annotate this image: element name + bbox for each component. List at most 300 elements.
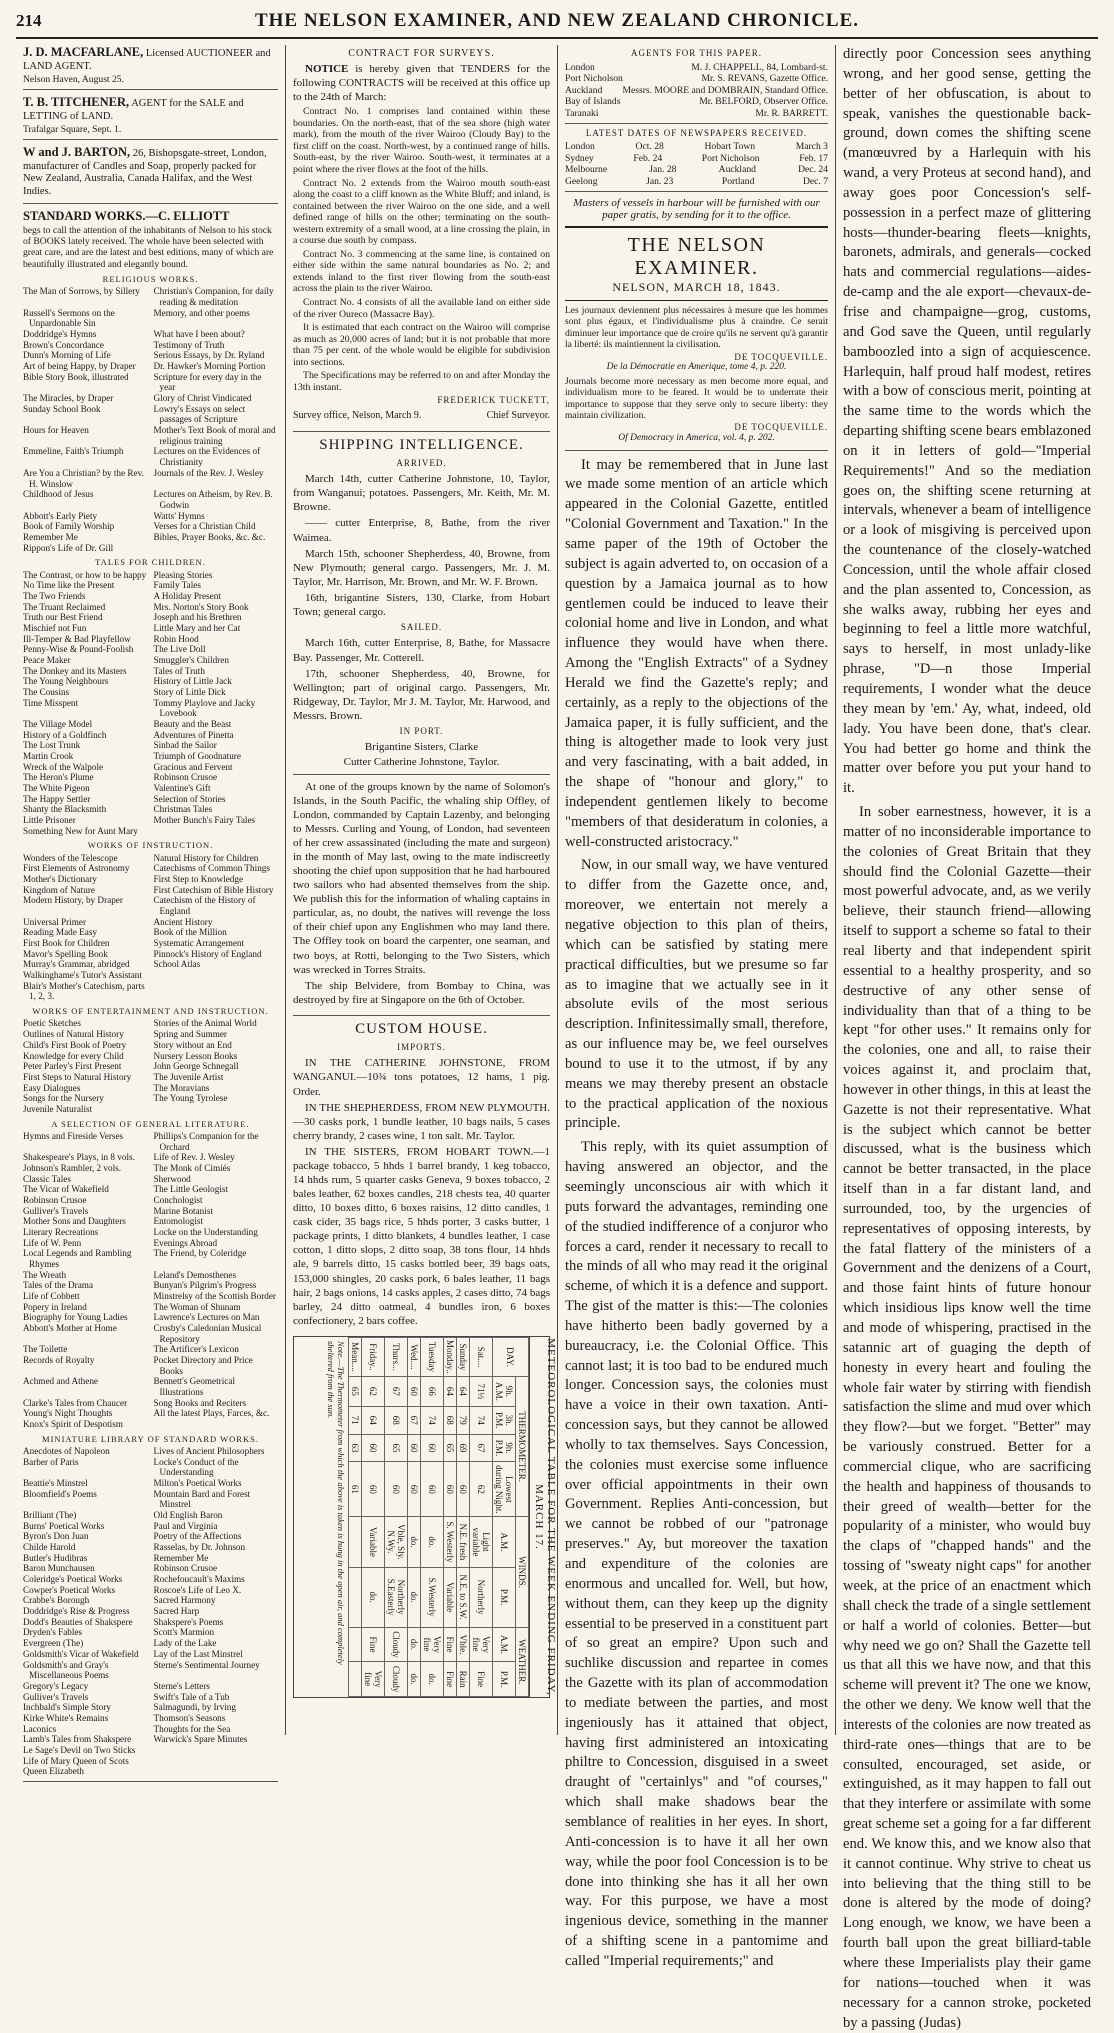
meteo-temp: 69: [457, 1434, 470, 1462]
ad-text: Licensed AUCTIONEER and LAND AGENT.: [23, 48, 271, 72]
meteo-cell: Cloudy: [385, 1627, 408, 1662]
meteo-temp: 74: [421, 1406, 444, 1434]
meteo-temp: 60: [421, 1462, 444, 1517]
contract-paragraph: Contract No. 2 extends from the Wairoo mouth south-east along the coast to a cliff known as the White Bluff; and inland, is contained between the river Wairoo on the one side, and a well defined range of hills on the other; terminating on the south-western extremity of a small wood, at a line crossing the plain, in a course due south by compass.: [293, 177, 550, 247]
book-title: Thoughts for the Sea: [153, 1723, 231, 1734]
book-title: Bloomfield's Poems: [23, 1488, 97, 1499]
book-title: Goldsmith's and Gray's Miscellaneous Poems: [23, 1659, 109, 1681]
book-title: Clarke's Tales from Chaucer: [23, 1397, 128, 1408]
book-title: Barber of Paris: [23, 1456, 79, 1467]
book-title: Song Books and Reciters: [153, 1397, 247, 1408]
meteo-subheader: P.M.: [493, 1567, 516, 1627]
meteo-cell: Fine: [362, 1627, 385, 1662]
latest-date-row: [565, 164, 828, 176]
book-title: Dr. Hawker's Morning Portion: [153, 361, 266, 372]
book-title: Classic Tales: [23, 1173, 71, 1184]
meteo-cell: Very fine: [421, 1627, 444, 1662]
book-title: Mother Sons and Daughters: [23, 1216, 126, 1227]
book-lists: [23, 274, 278, 1777]
book-title: Reading Made Easy: [23, 927, 97, 938]
book-title: Sterne's Sentimental Journey: [153, 1659, 260, 1670]
book-title: Knox's Spirit of Despotism: [23, 1419, 123, 1430]
book-title: [154, 543, 279, 554]
meteo-temp: 65: [349, 1376, 362, 1406]
advertisements: [23, 45, 278, 204]
book-title: Achmed and Athene: [23, 1376, 99, 1387]
meteo-cell: do.: [408, 1662, 421, 1697]
book-title: Lectures on the Evidences of Christianity: [153, 446, 261, 468]
ad-head: J. D. MACFARLANE,: [23, 45, 144, 59]
book-title: The Cousins: [23, 686, 70, 697]
meteo-day: Wed....: [408, 1337, 421, 1376]
book-title: The Happy Settler: [23, 793, 91, 804]
meteo-row: [385, 1337, 408, 1696]
book-title: Pinnock's History of England: [153, 948, 262, 959]
book-title: Verses for a Christian Child: [153, 521, 256, 532]
book-title: Doddridge's Rise & Progress: [23, 1606, 130, 1617]
book-title: Peter Parley's First Present: [23, 1061, 122, 1072]
book-title: Mischief not Fun: [23, 622, 87, 633]
meteo-temp: 63: [349, 1434, 362, 1462]
meteo-cell: do.: [408, 1517, 421, 1567]
book-title: Anecdotes of Napoleon: [23, 1446, 110, 1457]
book-list: [23, 1446, 278, 1777]
book-title: Hours for Heaven: [23, 425, 89, 436]
meteo-row: [349, 1337, 362, 1696]
meteo-cell: Fine: [470, 1662, 493, 1697]
book-title: The Little Geologist: [153, 1184, 229, 1195]
book-title: Martin Crook: [23, 750, 74, 761]
book-title: Pleasing Stories: [153, 569, 213, 580]
book-title: Life of Mary Queen of Scots: [23, 1755, 129, 1766]
meteo-temp: 67: [470, 1434, 493, 1462]
masters-notice: Masters of vessels in harbour will be furnished with our paper gratis, by sending for it to the office.: [565, 192, 828, 228]
book-title: Bunyan's Pilgrim's Progress: [153, 1280, 257, 1291]
book-title: Catechisms of Common Things: [153, 863, 270, 874]
contract-paragraph: Contract No. 3 commencing at the same line, is contained on either side within the same natural boundaries as No. 2; and extends inland to the first river flowing from the south-east across the plain to the river Wairoo.: [293, 248, 550, 295]
meteo-cell: Very fine: [470, 1627, 493, 1662]
book-title: Local Legends and Rambling Rhymes: [23, 1248, 132, 1269]
book-title: Phillips's Companion for the Orchard: [153, 1130, 259, 1152]
book-title: Robinson Crusoe: [23, 1194, 87, 1205]
latest-date-cell: Jan. 23: [646, 175, 674, 187]
meteo-cell: Northerly: [470, 1567, 493, 1627]
latest-date-cell: March 3: [795, 141, 828, 153]
book-list-title: WORKS OF ENTERTAINMENT AND INSTRUCTION.: [32, 1006, 269, 1017]
advertisement: [23, 145, 278, 204]
book-title: Christmas Tales: [153, 804, 213, 815]
meteo-cell: N.E. to S.W.: [457, 1567, 470, 1627]
agents-box: [565, 48, 828, 124]
book-title: Natural History for Children: [153, 852, 259, 863]
customs-head: CUSTOM HOUSE.: [293, 1015, 550, 1038]
meteo-cell: S.Westerly: [421, 1567, 444, 1627]
meteo-cell: Cloudy: [385, 1662, 408, 1697]
book-title: Mother's Dictionary: [23, 874, 97, 885]
book-title: Catechism of the History of England: [153, 895, 256, 917]
arrived-label: ARRIVED.: [396, 457, 447, 468]
book-title: Valentine's Gift: [153, 783, 211, 793]
book-title: Book of Family Worship: [23, 521, 115, 532]
book-title: Laconics: [23, 1723, 57, 1734]
book-list-title: A SELECTION OF GENERAL LITERATURE.: [51, 1118, 250, 1129]
book-title: Gregory's Legacy: [23, 1680, 89, 1691]
standard-works-ad: [23, 209, 278, 1782]
vessel-in-port: Brigantine Sisters, Clarke: [364, 741, 479, 754]
standard-works-intro: begs to call the attention of the inhabitants of Nelson to his stock of BOOKS lately received. The whole have been selected with great care, and are the latest and best editions, many of which are beautifully illustrated and elegantly bound.: [23, 224, 274, 270]
book-title: Life of Cobbett: [23, 1290, 80, 1301]
import-entry: IN THE SHEPHERDESS, FROM NEW PLYMOUTH.—30 casks pork, 1 bundle leather, 10 bags nails, 5 cases cherry brandy, 2 cases wine, 1 ton salt. Mr. Taylor.: [293, 1101, 550, 1142]
contract-office: Survey office, Nelson, March 9.: [293, 409, 422, 421]
book-title: Brown's Concordance: [23, 339, 105, 350]
book-title: Kingdom of Nature: [23, 884, 95, 895]
book-title: Knowledge for every Child: [23, 1050, 124, 1061]
agent-row: [565, 85, 828, 97]
latest-date-row: [565, 141, 828, 153]
shipping-entry: March 16th, cutter Enterprise, 8, Bathe, for Massacre Bay. Passenger, Mr. Cotterell.: [293, 637, 550, 664]
book-title: Lay of the Last Minstrel: [153, 1648, 243, 1659]
agent-name: M. J. CHAPPELL, 84, Lombard-st.: [691, 61, 828, 73]
book-title: School Atlas: [153, 959, 201, 970]
shipping-entry: —— cutter Enterprise, 8, Bathe, from the river Waimea.: [293, 517, 550, 544]
meteo-row: [470, 1337, 493, 1696]
meteo-temp: 60: [421, 1434, 444, 1462]
advertisement: [23, 95, 278, 140]
book-title: Roscoe's Life of Leo X.: [153, 1584, 242, 1595]
latest-date-cell: London: [565, 141, 595, 153]
book-title: Rasselas, by Dr. Johnson: [153, 1542, 246, 1553]
port-label: IN PORT.: [399, 725, 444, 736]
book-title: Murray's Grammar, abridged: [23, 959, 130, 970]
book-title: Hymns and Fireside Verses: [23, 1130, 124, 1141]
book-title: Adventures of Pinetta: [153, 729, 234, 740]
book-title: Dunn's Morning of Life: [23, 350, 111, 361]
latest-date-cell: Jan. 28: [649, 164, 677, 176]
contract-paragraph: Contract No. 4 consists of all the available land on either side of the river Oureco (Massacre Bay).: [293, 296, 550, 320]
meteo-temp: 60: [362, 1462, 385, 1517]
book-title: Spring and Summer: [153, 1029, 227, 1040]
book-title: Child's First Book of Poetry: [23, 1039, 127, 1050]
contract-signer: FREDERICK TUCKETT,: [437, 395, 550, 406]
latest-date-cell: Geelong: [565, 175, 598, 187]
meteorological-table: [293, 1336, 557, 1698]
meteo-temp: 60: [457, 1462, 470, 1517]
book-title: Popery in Ireland: [23, 1301, 87, 1312]
column-4: [836, 45, 1098, 2031]
book-title: The Young Neighbours: [23, 676, 109, 687]
book-list: [23, 1018, 278, 1114]
quote-french-sign: DE TOCQUEVILLE.: [734, 351, 828, 362]
book-title: Tales of the Drama: [23, 1280, 94, 1291]
sailed-label: SAILED.: [400, 621, 443, 632]
meteo-cell: S. Westerly: [444, 1517, 457, 1567]
book-title: [154, 1104, 279, 1115]
meteo-cell: Vble.: [457, 1627, 470, 1662]
book-title: Byron's Don Juan: [23, 1531, 89, 1542]
book-title: Poetic Sketches: [23, 1018, 81, 1029]
editorial-paragraph: It may be remembered that in June last we made some mention of an article which appeared in the Colonial Gazette, entitled "Colonial Government and Taxation." In the same paper of the 19th of October the subject is again adverted to, on occasion of a question by a Jamaica journal as to how gentlemen could be induced to leave their colonial home and live in London, and what influence they would have when there. Among the "English Extracts" of a Sydney Herald we find the Gazette's reply; and certainly, as a reply to the objections of the Jamaica paper, it is fully sufficient, and the thing is altogether made to look very just and very fascinating, with a bait added, in the shape of "honour and glory," to independent gentlemen likely to become "members of that desideratum in colonies, a well-constructed aristocracy.": [565, 456, 828, 850]
ad-head: T. B. TITCHENER,: [23, 94, 130, 109]
book-title: Walkinghame's Tutor's Assistant: [23, 970, 142, 981]
book-title: Remember Me: [153, 1552, 209, 1563]
shipping-entry: March 15th, schooner Shepherdess, 40, Browne, from New Plymouth; general cargo. Passengers, Mr. J. M. Taylor, Mr. Harrison, Mr. Brown, and Mr. W. F. Brown.: [293, 547, 550, 588]
latest-date-cell: Portland: [721, 175, 755, 187]
book-title: The Wreath: [23, 1269, 67, 1280]
meteo-title: METEOROLOGICAL TABLE FOR THE WEEK ENDING FRIDAY, MARCH 17.: [529, 1337, 560, 1697]
book-title: First Elements of Astronomy: [23, 863, 130, 874]
latest-date-cell: Feb. 17: [799, 152, 828, 164]
book-title: Sacred Harp: [153, 1606, 200, 1617]
book-title: Sterne's Letters: [153, 1680, 211, 1691]
book-title: Gulliver's Travels: [23, 1205, 89, 1216]
book-title: Coleridge's Poetical Works: [23, 1574, 123, 1585]
book-list-title: TALES FOR CHILDREN.: [95, 557, 206, 568]
shipping-entry: At one of the groups known by the name of Solomon's Islands, in the South Pacific, the whaling ship Offley, of London, commanded by Captain Lazenby, and belonging to Messrs. Curling and Young, of London, had seventeen of her crew assassinated (including the mate and surgeon) in the month of May last, owing to the mate indiscreetly shooting the chief upon supposition that he had harboured two sailors who had absented themselves from the ship. We publish this for the information of whaling captains in particular, as, no doubt, the natives will revenge the loss of their chief upon any Englishmen who may land there. The Offley took on board the carpenter, one seaman, and two boys, at Rotti, belonging to the Two Sisters, which was wrecked in Torres Straits.: [293, 780, 550, 976]
meteo-temp: 60: [408, 1462, 421, 1517]
book-title: History of Little Jack: [153, 676, 232, 687]
meteo-day: Thurs...: [385, 1337, 408, 1376]
book-title: Sacred Harmony: [153, 1595, 216, 1606]
quote-french: Les journaux deviennent plus nécessaires à mesure que les hommes sont plus égaux, et l'individualisme plus à craindre. Ce serait diminuer leur importance que de croire qu'ils ne servent qu'à garantir la liberté: ils maintiennent la civilisation.: [565, 306, 828, 351]
agent-row: [565, 73, 828, 85]
book-title: Evergreen (The): [23, 1638, 84, 1649]
meteo-subheader: A.M.: [493, 1627, 516, 1662]
book-title: Scott's Marmion: [153, 1627, 215, 1638]
agent-row: [565, 96, 828, 108]
meteo-cell: [349, 1567, 362, 1627]
agent-name: Mr. BELFORD, Observer Office.: [699, 96, 828, 108]
book-title: Salmagundi, by Irving: [153, 1702, 236, 1713]
book-title: First Steps to Natural History: [23, 1071, 132, 1082]
contract-head: CONTRACT FOR SURVEYS.: [348, 48, 495, 59]
book-title: Time Misspent: [23, 697, 79, 708]
meteo-day: Sunday: [457, 1337, 470, 1376]
book-title: Juvenile Naturalist: [23, 1103, 93, 1114]
meteo-temp: 79: [457, 1406, 470, 1434]
meteo-cell: Northerly S.Easterly: [385, 1567, 408, 1627]
book-title: Nursery Lesson Books: [153, 1050, 238, 1061]
editorial-paragraph: directly poor Concession sees anything wrong, and her good sense, getting the better of her obfuscation, is about to speak, vanishes the questionable back-ground, down comes the shifting scene (manœuvred by a Harlequin with his wand, a very Proteus at second hand), and away goes poor Concession's self-possession in a perfect maze of glittering hosts—thunder-bearing fleets—knights, baronets, admirals, and generals—cocked hats and commercial regulations—aides-de-camp and the ale export—chevaux-de-frise and champaigne—grog, customs, and God save the Queen, until regularly bamboozled into a sign of acquiescence. Harlequin, half proud half modest, retires with a bow of conscious merit, pointing at the same time to the words which the departing shifting scene bears emblazoned on it in letters of gold—"Imperial Requirements!" And so the mediation goes on, the shifting scene returning at intervals, whenever a beam of intelligence or a look of misgiving is perceived upon the countenance of the closely-watched Concession, until the whole affair closed and the plan assented to, Concession, as she walks away, rubbing her eyes and beginning to feel a little more watchful, says to herself, in most unlady-like phrase, "D—n those Imperial requirements, I wonder what the deuce they mean by 'em.' Ay, what, indeed, old lady. You have been done, that's clear. You had better go home and think the matter over before you put your hand to it.: [843, 46, 1092, 797]
book-title: Are You a Christian? by the Rev. H. Winslow: [23, 467, 144, 489]
book-title: Milton's Poetical Works: [153, 1478, 242, 1489]
book-title: The Man of Sorrows, by Sillery: [23, 286, 140, 297]
book-title: Story of Little Dick: [153, 686, 226, 697]
book-title: Rochefoucault's Maxims: [153, 1574, 245, 1585]
meteo-temp: 74: [470, 1406, 493, 1434]
meteo-subheader: 9h. A.M.: [493, 1376, 516, 1406]
book-title: Truth our Best Friend: [23, 612, 103, 623]
latest-date-cell: Melbourne: [565, 164, 608, 176]
book-title: Brilliant (The): [23, 1510, 77, 1521]
book-title: Shanty the Blacksmith: [23, 804, 107, 815]
contract-paragraph: Contract No. 1 comprises land contained within these boundaries. On the north-east, that of the sea shore (high water mark), from the mouth of the river Wairoo (Cloudy Bay) to the first cliff on the coast. North-west, by a continued range of hills. South-east, by the river Wairoo. South-west, it terminates at a point where the river flows at the foot of the hills.: [293, 106, 550, 175]
book-title: Peace Maker: [23, 654, 71, 665]
agent-row: [565, 108, 828, 120]
latest-title: LATEST DATES OF NEWSPAPERS RECEIVED.: [585, 128, 808, 139]
shipping-entry: 16th, brigantine Sisters, 130, Clarke, from Hobart Town; general cargo.: [293, 591, 550, 618]
book-title: The Woman of Shunam: [153, 1301, 241, 1312]
meteo-temp: 66: [421, 1376, 444, 1406]
book-title: Ill-Temper & Bad Playfellow: [23, 633, 131, 644]
book-title: Warwick's Spare Minutes: [153, 1734, 248, 1745]
meteo-subheader: P.M.: [493, 1662, 516, 1697]
latest-date-cell: Dec. 24: [798, 164, 828, 176]
book-list-title: MINIATURE LIBRARY OF STANDARD WORKS.: [42, 1433, 259, 1444]
book-title: Doddridge's Hymns: [23, 329, 97, 340]
book-title: Locke's Conduct of the Understanding: [153, 1456, 239, 1478]
meteo-cell: Rain: [457, 1662, 470, 1697]
agent-row: [565, 62, 828, 74]
editorial-body-part1: [565, 456, 828, 1972]
book-title: Mother Bunch's Fairy Tales: [153, 815, 256, 826]
book-title: Baron Munchausen: [23, 1563, 95, 1574]
import-entry: IN THE CATHERINE JOHNSTONE, FROM WANGANUI.—10¾ tons potatoes, 12 hams, 1 pig. Order.: [293, 1057, 550, 1098]
editorial-paragraph: In sober earnestness, however, it is a matter of no inconsiderable importance to the colonies of Great Britain that they should find the Colonial Gazette—their most powerful advocate, and, as we verily believe, their staunch friend—allowing itself to support a scheme so fatal to their real liberty and that independent spirit essential to a healthy prosperity, and so destructive of any other sense of individuality than that of a thing to be kept "for other uses." It remains only for the colonies, one and all, to raise their voices against it, and proclaim that, however in other things, in this at least the Gazette is not their representative. What is the subject which cannot be better discussed, what is the business which cannot be better transacted, in the place itself than in a far distant land, and surrounded, too, by the urgencies of representatives of opposing interests, by the fatal flattery of the ministers of a Government and the denizens of a Court, and those faint hints of future honour which insidious lips know well the time and mode of whispering, practised in the satannic art of guaging the depth of honesty in every heart and fouling the whole fair water by stirring with fiendish satisfaction the slime and mud over which they flow?—but we forget. "Better" may be variously construed. Better for a commercial clique, who are sacrificing the health and happiness of thousands to their greed of wealth—better for the popularity of a minister, who would buy the claps of "chapped hands" and the tossing of "sweaty night caps" for another week, at the price of an enactment which shall check the trade of a single settlement or half a world of colonies. Better—but why need we go on? Shall the Gazette tell us that all this we have now, and that this scheme will prevent it? The one we know, the other we deny. We know well that the interests of the colonies are now treated as third-rate ones—things that are to be consulted, encouraged, set aside, or extinguished, as it may happen to fall out that they interfere or assimilate with some great scheme set a going for a far different end. We know this, and we know also that it cannot continue. Why strive to cheat us into believing that the thing still to be done is altered by the mode of doing? Long enough, we know, we have been a fourth ball upon the great billiard-table where these Imperialists play their game for nations—touched when it was necessary for a cannon stroke, pocketed by a passing (Judas): [843, 804, 1091, 2031]
meteo-day: Tuesday: [421, 1337, 444, 1376]
meteo-temp: 64: [444, 1376, 457, 1406]
book-title: Russell's Sermons on the Unpardonable Sin: [23, 307, 115, 329]
book-title: Young's Night Thoughts: [23, 1408, 113, 1419]
book-title: Locke on the Understanding: [153, 1226, 258, 1237]
meteo-cell: Very fine: [362, 1662, 385, 1697]
book-title: [154, 1745, 279, 1756]
book-title: Triumph of Goodnature: [153, 750, 241, 761]
book-title: Mother's Text Book of moral and religious training: [153, 425, 276, 446]
book-title: Modern History, by Draper: [23, 895, 123, 906]
book-title: Minstrelsy of the Scottish Border: [153, 1290, 276, 1301]
book-title: Tales of Truth: [153, 665, 205, 676]
book-list-title: WORKS OF INSTRUCTION.: [87, 840, 214, 851]
book-title: The Lost Trunk: [23, 740, 81, 751]
book-list: [23, 286, 278, 553]
book-title: The Heron's Plume: [23, 772, 94, 783]
book-title: Dodd's Beauties of Shakspere: [23, 1616, 133, 1627]
latest-date-cell: Auckland: [718, 164, 756, 176]
book-title: Lamb's Tales from Shakspere: [23, 1734, 132, 1745]
book-title: Testimony of Truth: [153, 339, 225, 350]
meteo-cell: Fine: [444, 1662, 457, 1697]
book-title: First Book for Children: [23, 938, 110, 949]
meteo-cell: do.: [421, 1662, 444, 1697]
book-title: Ancient History: [153, 916, 213, 927]
column-2: [286, 45, 558, 1735]
book-title: The Live Doll: [153, 644, 206, 655]
agent-place: Taranaki: [565, 107, 599, 119]
book-title: Joseph and his Brethren: [153, 612, 242, 623]
book-title: Conchologist: [153, 1194, 203, 1205]
import-entry: IN THE SISTERS, FROM HOBART TOWN.—1 package tobacco, 5 hhds 1 barrel brandy, 1 keg tobacco, 14 hhds rum, 5 quarter casks Geneva, 9 boxes tobacco, 2 bales leather, 62 boxes candles, 218 chests tea, 40 quarter ditto, 10 boxes ditto, 6 boxes raisins, 12 ditto candles, 1 cask cider, 35 bags rice, 5 hhds porter, 3 casks butter, 1 package prints, 1 ditto blankets, 4 bundles leather, 1 case cotton, 1 ditto slops, 2 ditto soap, 38 tons flour, 14 hhds ale, 9 barrels ditto, 15 casks bottled beer, 39 bags oats, 153,000 shingles, 20 casks pork, 6 bales leather, 11 bags hair, 2 bags onions, 14 casks apples, 2 cases ditto, 74 bags barley, 24 ditto oatmeal, 4 bundles iron, 6 boxes confectionery, 2 bars coffee.: [293, 1145, 550, 1327]
book-title: Dryden's Fables: [23, 1627, 83, 1638]
meteo-cell: do.: [408, 1627, 421, 1662]
ad-text: AGENT for the SALE and LETTING of LAND.: [23, 97, 244, 122]
latest-date-cell: Dec. 7: [802, 175, 828, 187]
book-title: Songs for the Nursery: [23, 1093, 104, 1104]
book-title: History of a Goldfinch: [23, 729, 107, 740]
meteo-row: [421, 1337, 444, 1696]
book-title: The Vicar of Wakefield: [23, 1184, 109, 1195]
meteo-temp: 60: [408, 1376, 421, 1406]
meteo-subheader: 9h. P.M.: [493, 1434, 516, 1462]
contract-text: is hereby given that TENDERS for the following CONTRACTS will be received at this office up to the 24th of March:: [293, 63, 551, 104]
meteo-note: Note.—The Thermometer from which the above is taken is hung in the open air, and completely sheltered from the sun.: [326, 1340, 346, 1665]
meteo-temp: 65: [444, 1434, 457, 1462]
book-title: Christian's Companion, for daily reading & meditation: [153, 286, 274, 308]
meteo-temp: 65: [385, 1434, 408, 1462]
meteo-col-day: DAY.: [493, 1337, 529, 1376]
column-1: [16, 45, 286, 1777]
editorial-dateline: NELSON, MARCH 18, 1843.: [565, 280, 828, 301]
book-title: Gulliver's Travels: [23, 1691, 89, 1702]
meteo-cell: do.: [421, 1517, 444, 1567]
quote-english: Journals become more necessary as men become more equal, and individualism more to be feared. It would be to underrate their importance to suppose that they serve only to secure liberty: they maintain civilization.: [565, 376, 828, 422]
book-title: Crabbe's Borough: [23, 1595, 90, 1606]
book-title: [154, 826, 279, 837]
book-title: Biography for Young Ladies: [23, 1312, 128, 1323]
meteo-temp: 68: [444, 1406, 457, 1434]
book-title: Stories of the Animal World: [153, 1018, 257, 1029]
book-title: A Holiday Present: [153, 590, 221, 601]
book-title: Outlines of Natural History: [23, 1029, 124, 1040]
latest-dates-box: [565, 128, 828, 192]
book-title: Penny-Wise & Pound-Foolish: [23, 644, 134, 655]
book-title: Mountain Bard and Forest Minstrel: [153, 1488, 251, 1510]
latest-date-row: [565, 176, 828, 188]
shipping-entry: The ship Belvidere, from Bombay to China, was destroyed by fire at Singapore on the 6th of October.: [293, 979, 550, 1006]
book-title: Abbott's Early Piety: [23, 510, 98, 521]
book-title: The Truant Reclaimed: [23, 601, 106, 612]
book-title: Bibles, Prayer Books, &c. &c.: [153, 531, 266, 542]
book-title: The Donkey and its Masters: [23, 665, 127, 676]
agent-place: Auckland: [565, 84, 603, 96]
book-title: Wonders of the Telescope: [23, 852, 118, 863]
editorial-title: THE NELSON EXAMINER.: [627, 234, 766, 280]
book-title: Lowry's Essays on select passages of Scripture: [153, 403, 246, 425]
tocqueville-quote: [565, 306, 828, 451]
ad-footer: Trafalgar Square, Sept. 1.: [23, 123, 122, 135]
book-title: The White Pigeon: [23, 783, 90, 793]
book-title: No Time like the Present: [23, 580, 115, 591]
editorial-paragraph: This reply, with its quiet assumption of having answered an objector, and the seemingly unconscious air with which it puts forward the advantages, reminding one of the studied indifference of a conjuror who forces a card, render it necessary to recall to the minds of all who may read it the original scheme, of which it is a defence and support. The gist of the matter is this:—The colonies have hitherto been badly governed by a bureaucracy, i.e. the Colonial Office. This cannot last; it is too bad to be endured much longer. Concession says, the colonies must have a voice in their own taxation. Anti-concession says, but they cannot be allowed wholly to tax themselves. Says Concession, the colonies must exercise some influence over official appointments in their own Government. Replies Anti-concession, but we cannot be robbed of our "patronage preserves." Ay, but moreover the taxation and expenditure of the colonies are enormous and uncalled for. Well, but how, without them, can they keep up the dignity essential to be preserved in a constituent part of so great an empire? Upon such and suchlike discussion and repartee in comes the Gazette with its plan of accommodation to mediate between the parties, and most ingeniously has it attained that object, having first administered an intoxicating philtre to Concession, disguised in a sweet draught of "certainlys" and "of courses," which shall make shadows bear the semblance of realities in her eyes. In short, Anti-concession is to have it all her own way, while the poor fool Concession is to be done into thinking she has it all her own way. For this purpose, we have a most ingenious device, something in the manner of a shifting scene in a pantomime and called "Imperial requirements;" and: [565, 1139, 828, 1969]
book-list: [23, 570, 278, 837]
book-title: Memory, and other poems: [153, 307, 250, 318]
book-title: All the latest Plays, Farces, &c.: [153, 1408, 270, 1419]
latest-date-cell: Sydney: [565, 152, 594, 164]
book-title: Mavor's Spelling Book: [23, 948, 108, 959]
agent-name: Mr. R. BARRETT.: [755, 107, 828, 119]
meteo-temp: 62: [362, 1376, 385, 1406]
standard-works-head: STANDARD WORKS.—C. ELLIOTT: [23, 209, 230, 223]
book-title: Robinson Crusoe: [153, 772, 218, 783]
book-title: The Monk of Cimiés: [153, 1162, 231, 1173]
meteo-row: [444, 1337, 457, 1696]
meteo-temp: 60: [444, 1462, 457, 1517]
book-title: [154, 1756, 279, 1767]
paper-title: THE NELSON EXAMINER, AND NEW ZEALAND CHRONICLE.: [254, 10, 860, 31]
book-title: Marine Botanist: [153, 1205, 213, 1216]
meteo-cell: Light variable: [470, 1517, 493, 1567]
contract-signer-role: Chief Surveyor.: [486, 409, 550, 421]
book-title: Book of the Million: [153, 927, 227, 938]
book-title: Kirke White's Remains: [23, 1712, 109, 1723]
agent-place: Port Nicholson: [565, 73, 623, 85]
book-title: Glory of Christ Vindicated: [153, 393, 252, 404]
latest-date-row: [565, 153, 828, 165]
book-title: [154, 981, 279, 1002]
book-title: Entomologist: [153, 1216, 204, 1227]
meteo-subheader: A.M.: [493, 1517, 516, 1567]
book-title: The Contrast, or how to be happy: [23, 569, 147, 580]
book-title: The Moravians: [153, 1082, 210, 1093]
